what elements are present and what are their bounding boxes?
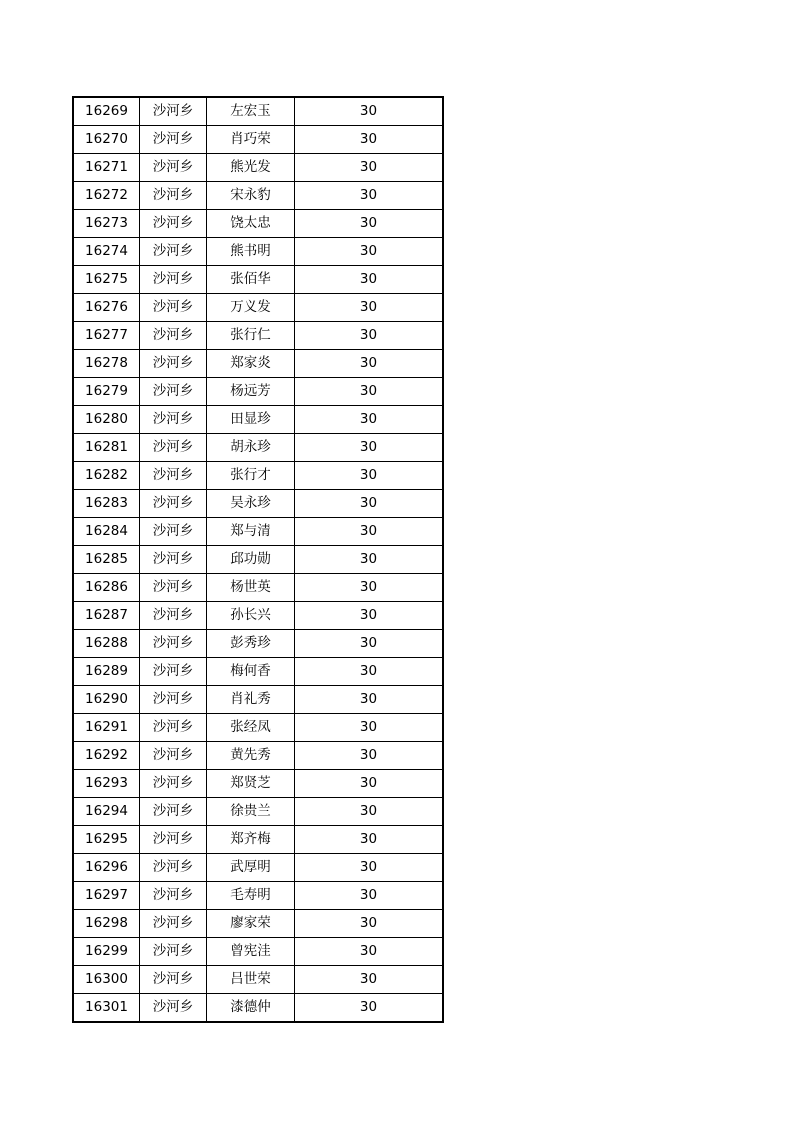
cell-id: 16289 — [73, 658, 140, 686]
cell-township: 沙河乡 — [140, 490, 207, 518]
cell-amount: 30 — [295, 574, 444, 602]
cell-township: 沙河乡 — [140, 462, 207, 490]
cell-id: 16272 — [73, 182, 140, 210]
cell-amount: 30 — [295, 546, 444, 574]
cell-id: 16291 — [73, 714, 140, 742]
table-row — [73, 462, 443, 490]
cell-person-name: 孙长兴 — [207, 602, 295, 630]
cell-id: 16271 — [73, 154, 140, 182]
table-row — [73, 546, 443, 574]
cell-amount: 30 — [295, 602, 444, 630]
cell-id: 16296 — [73, 854, 140, 882]
cell-person-name: 徐贵兰 — [207, 798, 295, 826]
table-row — [73, 294, 443, 322]
cell-person-name: 杨世英 — [207, 574, 295, 602]
cell-id: 16297 — [73, 882, 140, 910]
cell-person-name: 熊书明 — [207, 238, 295, 266]
cell-amount: 30 — [295, 630, 444, 658]
cell-id: 16295 — [73, 826, 140, 854]
cell-person-name: 饶太忠 — [207, 210, 295, 238]
cell-person-name: 漆德仲 — [207, 994, 295, 1023]
cell-amount: 30 — [295, 490, 444, 518]
cell-id: 16293 — [73, 770, 140, 798]
cell-amount: 30 — [295, 714, 444, 742]
cell-person-name: 肖礼秀 — [207, 686, 295, 714]
cell-township: 沙河乡 — [140, 294, 207, 322]
cell-amount: 30 — [295, 294, 444, 322]
cell-township: 沙河乡 — [140, 686, 207, 714]
cell-person-name: 毛寿明 — [207, 882, 295, 910]
cell-amount: 30 — [295, 97, 444, 126]
cell-township: 沙河乡 — [140, 630, 207, 658]
cell-person-name: 郑齐梅 — [207, 826, 295, 854]
cell-amount: 30 — [295, 350, 444, 378]
cell-township: 沙河乡 — [140, 210, 207, 238]
cell-amount: 30 — [295, 266, 444, 294]
table-row — [73, 910, 443, 938]
cell-amount: 30 — [295, 154, 444, 182]
cell-person-name: 郑与清 — [207, 518, 295, 546]
cell-amount: 30 — [295, 658, 444, 686]
cell-township: 沙河乡 — [140, 938, 207, 966]
table-row — [73, 518, 443, 546]
cell-id: 16298 — [73, 910, 140, 938]
cell-amount: 30 — [295, 210, 444, 238]
cell-township: 沙河乡 — [140, 770, 207, 798]
table-row — [73, 182, 443, 210]
cell-person-name: 杨远芳 — [207, 378, 295, 406]
cell-township: 沙河乡 — [140, 406, 207, 434]
cell-amount: 30 — [295, 462, 444, 490]
cell-township: 沙河乡 — [140, 154, 207, 182]
cell-amount: 30 — [295, 686, 444, 714]
cell-id: 16276 — [73, 294, 140, 322]
cell-person-name: 黄先秀 — [207, 742, 295, 770]
cell-township: 沙河乡 — [140, 798, 207, 826]
cell-amount: 30 — [295, 518, 444, 546]
cell-id: 16300 — [73, 966, 140, 994]
cell-person-name: 宋永豹 — [207, 182, 295, 210]
cell-township: 沙河乡 — [140, 350, 207, 378]
cell-township: 沙河乡 — [140, 182, 207, 210]
cell-amount: 30 — [295, 966, 444, 994]
cell-id: 16288 — [73, 630, 140, 658]
table-row — [73, 126, 443, 154]
table-row — [73, 742, 443, 770]
cell-person-name: 彭秀珍 — [207, 630, 295, 658]
table-row — [73, 210, 443, 238]
table-row — [73, 658, 443, 686]
cell-amount: 30 — [295, 770, 444, 798]
cell-township: 沙河乡 — [140, 854, 207, 882]
cell-amount: 30 — [295, 126, 444, 154]
cell-person-name: 廖家荣 — [207, 910, 295, 938]
cell-township: 沙河乡 — [140, 378, 207, 406]
cell-person-name: 张行仁 — [207, 322, 295, 350]
cell-person-name: 万义发 — [207, 294, 295, 322]
cell-person-name: 肖巧荣 — [207, 126, 295, 154]
cell-township: 沙河乡 — [140, 966, 207, 994]
cell-id: 16270 — [73, 126, 140, 154]
table-row — [73, 378, 443, 406]
cell-id: 16301 — [73, 994, 140, 1023]
cell-amount: 30 — [295, 882, 444, 910]
cell-id: 16282 — [73, 462, 140, 490]
cell-amount: 30 — [295, 406, 444, 434]
cell-township: 沙河乡 — [140, 742, 207, 770]
cell-person-name: 田显珍 — [207, 406, 295, 434]
data-table — [72, 96, 444, 1023]
table-row — [73, 490, 443, 518]
table-row — [73, 266, 443, 294]
table-row — [73, 854, 443, 882]
cell-amount: 30 — [295, 322, 444, 350]
cell-id: 16294 — [73, 798, 140, 826]
cell-township: 沙河乡 — [140, 518, 207, 546]
cell-township: 沙河乡 — [140, 602, 207, 630]
cell-amount: 30 — [295, 182, 444, 210]
table-row — [73, 602, 443, 630]
cell-amount: 30 — [295, 238, 444, 266]
cell-amount: 30 — [295, 378, 444, 406]
cell-amount: 30 — [295, 798, 444, 826]
cell-township: 沙河乡 — [140, 266, 207, 294]
table-row — [73, 882, 443, 910]
cell-person-name: 邱功勋 — [207, 546, 295, 574]
cell-township: 沙河乡 — [140, 714, 207, 742]
cell-id: 16269 — [73, 97, 140, 126]
table-row — [73, 994, 443, 1023]
cell-person-name: 郑家炎 — [207, 350, 295, 378]
cell-id: 16277 — [73, 322, 140, 350]
table-row — [73, 714, 443, 742]
cell-id: 16284 — [73, 518, 140, 546]
cell-amount: 30 — [295, 854, 444, 882]
table-row — [73, 938, 443, 966]
cell-id: 16274 — [73, 238, 140, 266]
cell-township: 沙河乡 — [140, 994, 207, 1023]
cell-id: 16279 — [73, 378, 140, 406]
table-body — [73, 97, 443, 1022]
cell-amount: 30 — [295, 826, 444, 854]
cell-id: 16287 — [73, 602, 140, 630]
cell-amount: 30 — [295, 434, 444, 462]
cell-id: 16283 — [73, 490, 140, 518]
cell-township: 沙河乡 — [140, 910, 207, 938]
cell-township: 沙河乡 — [140, 546, 207, 574]
table-row — [73, 350, 443, 378]
cell-id: 16281 — [73, 434, 140, 462]
table-row — [73, 798, 443, 826]
cell-amount: 30 — [295, 994, 444, 1023]
cell-amount: 30 — [295, 742, 444, 770]
cell-township: 沙河乡 — [140, 574, 207, 602]
cell-amount: 30 — [295, 938, 444, 966]
cell-person-name: 张行才 — [207, 462, 295, 490]
cell-id: 16278 — [73, 350, 140, 378]
table-row — [73, 434, 443, 462]
cell-id: 16299 — [73, 938, 140, 966]
table-row — [73, 154, 443, 182]
cell-township: 沙河乡 — [140, 658, 207, 686]
cell-township: 沙河乡 — [140, 238, 207, 266]
cell-id: 16292 — [73, 742, 140, 770]
cell-township: 沙河乡 — [140, 882, 207, 910]
table-row — [73, 770, 443, 798]
table-row — [73, 826, 443, 854]
cell-township: 沙河乡 — [140, 322, 207, 350]
table-row — [73, 97, 443, 126]
cell-township: 沙河乡 — [140, 826, 207, 854]
cell-township: 沙河乡 — [140, 126, 207, 154]
table-row — [73, 406, 443, 434]
cell-person-name: 吕世荣 — [207, 966, 295, 994]
table-row — [73, 630, 443, 658]
table-row — [73, 966, 443, 994]
cell-person-name: 郑贤芝 — [207, 770, 295, 798]
cell-person-name: 梅何香 — [207, 658, 295, 686]
cell-id: 16285 — [73, 546, 140, 574]
cell-person-name: 曾宪洼 — [207, 938, 295, 966]
cell-id: 16275 — [73, 266, 140, 294]
cell-person-name: 胡永珍 — [207, 434, 295, 462]
cell-person-name: 吴永珍 — [207, 490, 295, 518]
cell-township: 沙河乡 — [140, 434, 207, 462]
cell-id: 16280 — [73, 406, 140, 434]
table-row — [73, 574, 443, 602]
table-row — [73, 686, 443, 714]
cell-id: 16273 — [73, 210, 140, 238]
table-row — [73, 238, 443, 266]
cell-person-name: 左宏玉 — [207, 97, 295, 126]
cell-township: 沙河乡 — [140, 97, 207, 126]
cell-id: 16290 — [73, 686, 140, 714]
cell-person-name: 熊光发 — [207, 154, 295, 182]
cell-person-name: 张佰华 — [207, 266, 295, 294]
table-row — [73, 322, 443, 350]
cell-amount: 30 — [295, 910, 444, 938]
cell-person-name: 张经凤 — [207, 714, 295, 742]
cell-person-name: 武厚明 — [207, 854, 295, 882]
cell-id: 16286 — [73, 574, 140, 602]
